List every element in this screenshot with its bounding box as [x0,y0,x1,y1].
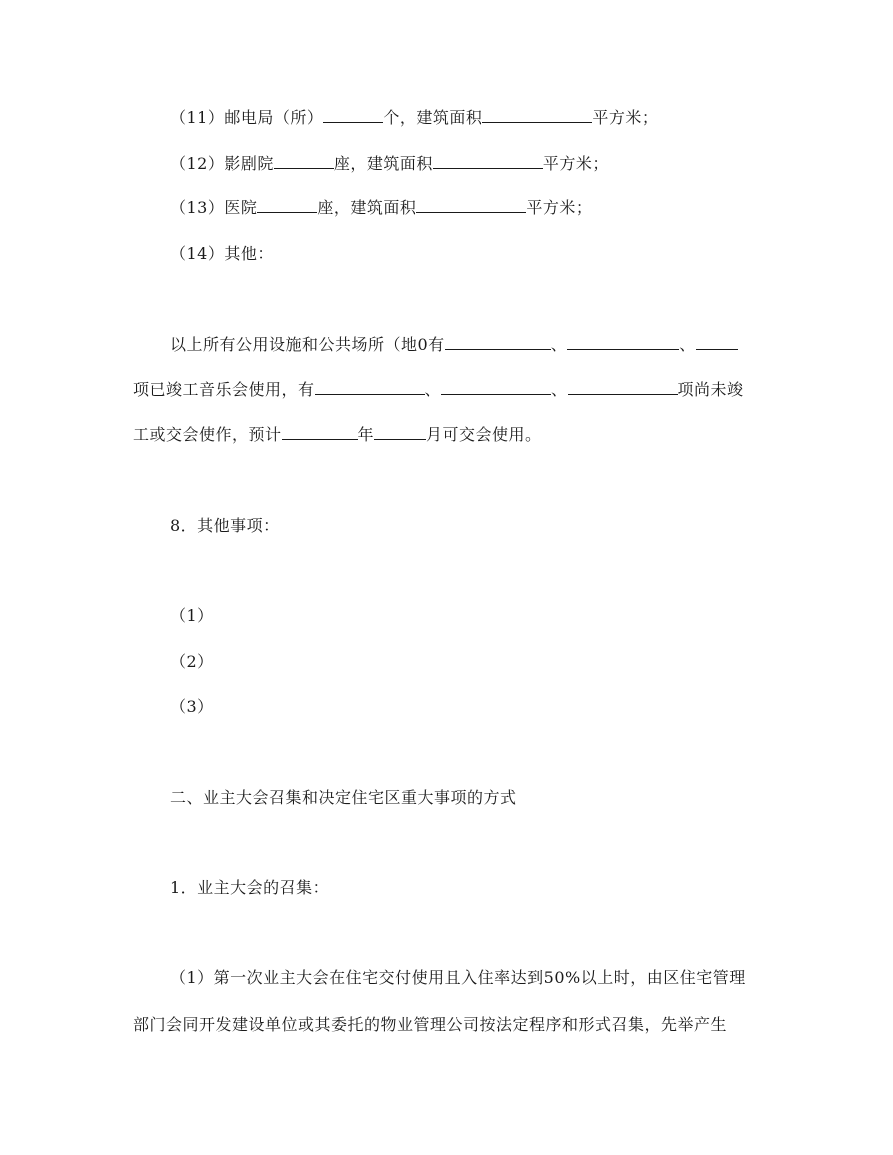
facilities-blank-2[interactable] [567,334,679,350]
item-12-count-blank[interactable] [274,153,334,169]
item-11-suffix: 平方米； [592,108,659,127]
item-13-suffix: 平方米； [526,198,593,217]
item-12-mid: 座，建筑面积 [333,154,433,173]
facilities-l3-year: 年 [357,425,375,444]
item-11-mid: 个，建筑面积 [383,108,483,127]
facilities-l2-end: 项尚未竣 [677,380,744,399]
item-12-line [170,153,609,175]
facilities-blank-4[interactable] [315,379,425,395]
item-12-suffix: 平方米； [542,154,609,173]
item-13-count-blank[interactable] [257,197,317,213]
facilities-blank-1[interactable] [445,334,551,350]
facilities-blank-5[interactable] [441,379,551,395]
facilities-month-blank[interactable] [374,424,426,440]
facilities-line-2 [133,379,744,401]
section-2-heading: 二、业主大会召集和决定住宅区重大事项的方式 [170,788,517,807]
facilities-l3-end: 月可交会使用。 [426,425,542,444]
facilities-blank-3[interactable] [696,334,738,350]
facilities-l1-start: 以上所有公用设施和公共场所（地0有 [170,335,445,354]
facilities-blank-6[interactable] [568,379,678,395]
section-2-sub-1: 1．业主大会的召集： [170,878,330,897]
section-2-para-line-1: （1）第一次业主大会在住宅交付使用且入住率达到50%以上时，由区住宅管理 [170,968,746,987]
item-12-prefix: （12）影剧院 [170,154,274,173]
section-8-heading: 8．其他事项： [170,516,280,535]
item-13-area-blank[interactable] [416,197,526,213]
facilities-l2-start: 项已竣工音乐会使用，有 [133,380,315,399]
item-11-count-blank[interactable] [323,107,383,123]
item-13-mid: 座，建筑面积 [317,198,417,217]
section-8-item-2: （2） [170,652,214,671]
section-8-item-1: （1） [170,606,214,625]
facilities-sep-3: 、 [424,380,442,399]
item-14-line: （14）其他： [170,244,274,263]
item-11-area-blank[interactable] [482,107,592,123]
section-2-para-line-2: 部门会同开发建设单位或其委托的物业管理公司按法定程序和形式召集，先举产生 [133,1015,728,1034]
facilities-line-1 [170,334,738,356]
facilities-sep-4: 、 [551,380,568,399]
item-11-line [170,107,658,129]
section-8-item-3: （3） [170,697,214,716]
facilities-line-3 [133,424,542,446]
item-12-area-blank[interactable] [433,153,543,169]
item-13-line [170,197,592,219]
item-11-prefix: （11）邮电局（所） [170,108,324,127]
facilities-year-blank[interactable] [282,424,358,440]
facilities-sep-1: 、 [550,335,568,354]
item-13-prefix: （13）医院 [170,198,258,217]
facilities-l3-start: 工或交会使作，预计 [133,425,282,444]
facilities-sep-2: 、 [679,335,696,354]
